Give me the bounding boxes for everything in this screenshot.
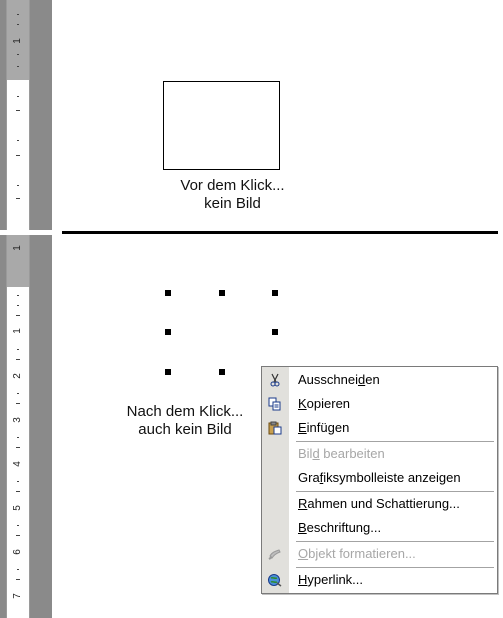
scissors-icon [267,373,283,387]
ruler-tick [16,403,20,404]
ruler-tick [16,110,20,111]
menu-item-label: Bild bearbeiten [298,446,385,461]
menu-item-copy[interactable] [262,393,497,415]
caption-after [110,403,260,439]
menu-item-label: Hyperlink... [298,572,364,587]
menu-item-cut[interactable] [262,369,497,391]
paste-icon [267,421,283,435]
menu-item-format-object[interactable] [262,543,497,565]
ruler-tick [16,155,20,156]
ruler-tick [16,315,20,316]
ruler-tick [17,185,19,186]
ruler-tick [17,24,19,25]
section-divider [62,231,498,234]
ruler-tick [17,96,19,97]
menu-item-label: Grafiksymbolleiste anzeigen [298,470,461,485]
hyperlink-globe-icon [267,573,283,587]
menu-separator [296,491,494,492]
menu-separator [296,567,494,568]
ruler-number: 4 [12,461,23,467]
menu-item-label: Kopieren [298,396,351,411]
ruler-tick [16,491,20,492]
ruler-tick [17,393,19,394]
ruler-number: 5 [12,505,23,511]
ruler-number: 1 [12,328,23,334]
ruler-tick [16,535,20,536]
caption-after-line2: auch kein Bild [138,421,232,438]
ruler-tick [17,481,19,482]
caption-before-line2: kein Bild [204,195,261,212]
selection-handle-bottom[interactable] [219,369,225,375]
menu-item-label: Ausschneiden [298,372,380,387]
format-brush-icon [267,547,283,561]
menu-item-borders-shading[interactable] [262,493,497,515]
selection-handle-top-right[interactable] [272,290,278,296]
menu-item-label: Objekt formatieren... [298,546,416,561]
selection-handle-left[interactable] [165,329,171,335]
ruler-tick [17,140,19,141]
ruler-tick [17,525,19,526]
menu-item-caption[interactable] [262,517,497,539]
menu-item-label: Einfügen [298,420,350,435]
ruler-tick [17,349,19,350]
menu-separator [296,541,494,542]
menu-item-paste[interactable] [262,417,497,439]
context-menu [261,366,498,594]
ruler-tick [17,14,19,15]
vertical-ruler-bottom [6,235,30,618]
ruler-tick [16,579,20,580]
ruler-tick [17,54,19,55]
ruler-tick [16,359,20,360]
menu-item-show-picture-toolbar[interactable] [262,467,497,489]
ruler-number: 6 [12,549,23,555]
menu-item-label: Beschriftung... [298,520,382,535]
caption-before [150,177,315,213]
ruler-number: 3 [12,417,23,423]
ruler-number: 7 [12,593,23,599]
ruler-tick [16,198,20,199]
ruler-tick [17,569,19,570]
menu-item-hyperlink[interactable] [262,569,497,591]
menu-item-label: Rahmen und Schattierung... [298,496,460,511]
ruler-tick [17,295,19,296]
ruler-tick [17,437,19,438]
ruler-number: 1 [12,245,23,251]
ruler-tick [17,305,19,306]
copy-icon [267,397,283,411]
selection-handle-right[interactable] [272,329,278,335]
menu-separator [296,441,494,442]
selection-handle-top-left[interactable] [165,290,171,296]
image-frame-empty[interactable] [163,81,280,170]
selection-handle-bottom-left[interactable] [165,369,171,375]
menu-item-edit-picture[interactable] [262,443,497,465]
ruler-number: 2 [12,373,23,379]
ruler-tick [17,66,19,67]
vertical-ruler-top [6,0,30,230]
ruler-number: 1 [12,38,23,44]
caption-before-line1: Vor dem Klick... [180,177,285,194]
selection-handle-top[interactable] [219,290,225,296]
ruler-tick [16,447,20,448]
caption-after-line1: Nach dem Klick... [126,403,244,420]
